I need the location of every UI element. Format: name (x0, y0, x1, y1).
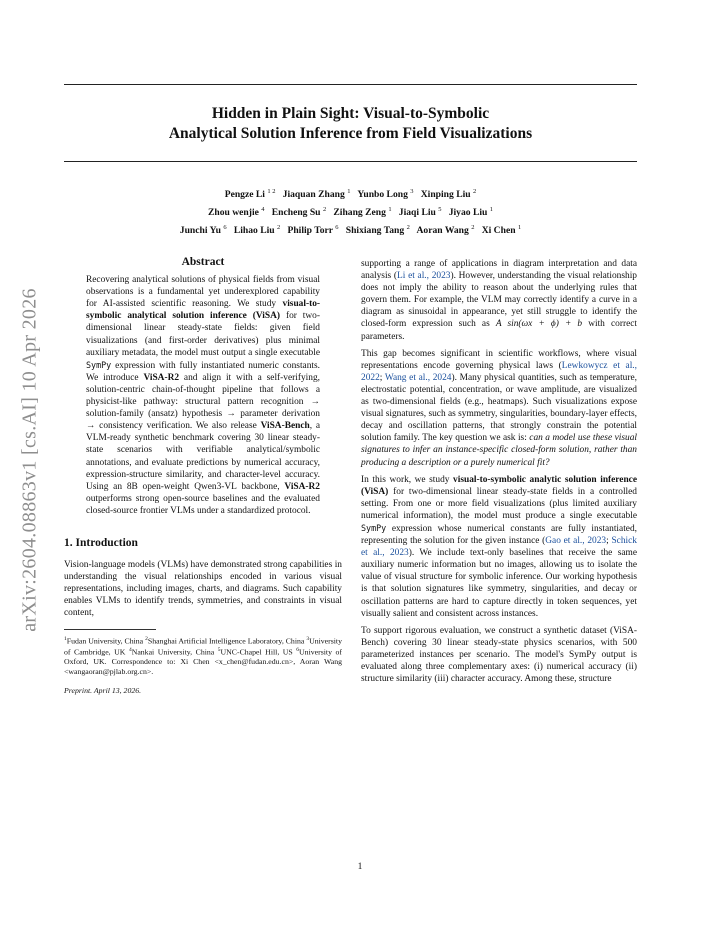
abstract-heading: Abstract (181, 256, 225, 268)
abstract-text: , a VLM-ready synthetic benchmark covering 30 linear steady-state scenarios with verifiable analytical/symbolic annotations, and evaluate predictions by numerical accuracy, expression-structure similarity, and character-level accuracy. Using an 8B open-weight Qwen3-VL backbone, (86, 421, 320, 492)
author-name: Shixiang Tang (345, 225, 405, 237)
abstract-text: outperforms strong open-source baselines and the evaluated closed-source frontier VLMs under a standardized protocol. (86, 493, 320, 516)
code-sympy: SymPy (361, 522, 387, 533)
author-affiliation: 1 (489, 206, 494, 214)
abstract-body (64, 274, 342, 517)
author-list (64, 184, 637, 239)
author-affiliation: 2 (406, 224, 410, 232)
author-affiliation: 2 (471, 224, 475, 232)
author-name: Jiaqi Liu (398, 207, 436, 219)
arxiv-sidebar (10, 270, 50, 650)
left-column (64, 256, 342, 697)
key-question: can a model use these visual signatures to infer an instance-specific closed-form solution, rather than producing a description or a purely numerical fit? (361, 433, 637, 468)
abstract-term-visa-r2: ViSA-R2 (284, 481, 320, 492)
author-name: Philip Torr (287, 225, 333, 237)
title-bottom-rule (64, 161, 637, 162)
author-affiliation: 3 (410, 188, 414, 195)
author-affiliation: 4 (261, 206, 265, 214)
affiliation-footnote: $^1$Fudan University, China $^2$Shanghai Artificial Intelligence Laboratory, China $^3$University of Cambridge, UK $^4$Nankai University, China $^5$UNC-Chapel Hill, US $^6$University of Oxford, UK. Correspondence to: Xi Chen <x_chen@fudan.edu.cn>, Aoran Wang <wangaoran@pjlab.org.cn>. (64, 635, 342, 676)
author-name: Aoran Wang (416, 225, 469, 237)
author-affiliation: 2 (277, 224, 281, 232)
citation-link[interactable]: Wang et al., 2024 (384, 372, 452, 383)
page-number: 1 (357, 862, 363, 872)
author-affiliation: 6 (335, 224, 339, 232)
author-name: Xi Chen (481, 225, 516, 237)
author-name: Zihang Zeng (333, 207, 386, 219)
abstract-term-visa-r2: ViSA-R2 (143, 372, 180, 383)
author-name: Jiaquan Zhang (282, 189, 345, 201)
author-affiliation: 1 2 (267, 188, 276, 195)
title-line-1: Hidden in Plain Sight: Visual-to-Symbolic (211, 105, 490, 122)
author-name: Junchi Yu (179, 225, 221, 237)
author-name: Zhou wenjie (207, 207, 259, 219)
right-column (361, 258, 637, 690)
abstract-text: Recovering analytical solutions of physical fields from visual observations is a fundamental yet underexplored capability for AI-assisted scientific reasoning. We study (86, 275, 320, 310)
term-visa: visual-to-symbolic analytic solution inference (ViSA) (361, 474, 637, 497)
author-affiliation: 6 (223, 224, 227, 232)
title-line-2: Analytical Solution Inference from Field Visualizations (168, 125, 533, 142)
abstract-text: and align it with a self-verifying, solution-centric chain-of-thought pipeline that follows a physicist-like pathway: structural pattern recognition → solution-family (ansatz) hypothesis → parameter derivation → consistency verification. We also release (86, 372, 321, 432)
right-paragraph-1: supporting a range of applications in diagram interpretation and data analysis (Li et al., 2023). However, understanding the visual relationship does not imply the ability to reason about the underlying rules that govern them. For example, the VLM may correctly identify a curve in a diagram as sinusoidal in appearance, yet still struggle to identify the closed-form expression such as A sin(ωx + ϕ) + b with correct parameters. (361, 259, 637, 342)
author-name: Yunbo Long (357, 189, 408, 201)
abstract-text: for two-dimensional linear steady-state fields: given field visualizations (and first-order derivatives) plus minimal auxiliary metadata, the model must output a single executable (86, 311, 320, 358)
right-paragraph-2: This gap becomes significant in scientific workflows, where visual representations encode governing physical laws (Lewkowycz et al., 2022; Wang et al., 2024). Many physical quantities, such as temperature, electrostatic potential, concentration, or wave amplitude, are visualized as two-dimensional fields (e.g., heatmaps). Such visualizations expose visual signatures, such as symmetry, singularities, boundary-layer effects, decay and oscillation patterns, that strongly constrain the potential solution family. The key question we ask is: can a model use these visual signatures to infer an instance-specific closed-form solution, rather than producing a description or a purely numerical fit? (361, 348, 637, 468)
abstract-code-sympy: SymPy (86, 359, 112, 370)
introduction-paragraph: Vision-language models (VLMs) have demonstrated strong capabilities in understanding the visual relationships encoded in various visual representations, including images, charts, and diagrams. Such capability enables VLMs to identify trends, symmetries, and constraints in visual content, (64, 560, 342, 619)
author-name: Lihao Liu (233, 225, 275, 237)
author-name: Jiyao Liu (448, 207, 488, 219)
author-affiliation: 5 (438, 206, 442, 214)
right-paragraph-3: In this work, we study visual-to-symbolic analytic solution inference (ViSA) for two-dimensional linear steady-state fields in a controlled setting. From one or more field visualizations (plus limited auxiliary numerical information), the model must produce a single executable SymPy expression whose numerical constants are fully instantiated, representing the solution for the given instance (Gao et al., 2023; Schick et al., 2023). We include text-only baselines that receive the same auxiliary numeric information but no images, allowing us to isolate the value of visual structure for symbolic inference. Our working hypothesis is that solution signatures like symmetry, singularities, and decay or oscillation patterns are hard to capture directly in token sequences, yet visually salient and consistent across instances. (361, 474, 637, 619)
arxiv-identifier: arXiv:2604.08863v1 [cs.AI] 10 Apr 2026 (18, 288, 41, 632)
introduction-heading: 1. Introduction (64, 536, 138, 549)
author-name: Xinping Liu (420, 189, 471, 201)
abstract-term-visa-bench: ViSA-Bench (260, 421, 310, 432)
author-affiliation: 1 (517, 224, 522, 232)
footnote-rule (64, 629, 156, 630)
author-affiliation: 2 (322, 206, 327, 214)
author-line (64, 184, 637, 202)
abstract-term-visa: visual-to-symbolic analytical solution inference (ViSA) (86, 299, 320, 322)
paper-title (64, 104, 637, 144)
title-top-rule (64, 84, 637, 85)
citation-link[interactable]: Schick et al., 2023 (361, 536, 637, 559)
citation-link[interactable]: Lewkowycz et al., 2022 (361, 360, 637, 383)
inline-math: A sin(ωx + ϕ) + b (495, 319, 583, 330)
abstract-text: expression with fully instantiated numeric constants. We introduce (86, 360, 320, 383)
author-line (64, 202, 637, 220)
author-affiliation: 2 (473, 188, 477, 195)
author-affiliation: 1 (388, 206, 392, 214)
author-affiliation: 1 (347, 188, 351, 195)
preprint-date: Preprint. April 13, 2026. (64, 686, 142, 696)
author-line (64, 220, 637, 238)
citation-link[interactable]: Li et al., 2023 (397, 271, 451, 282)
author-name: Encheng Su (271, 207, 321, 219)
citation-link[interactable]: Gao et al., 2023 (545, 536, 607, 547)
right-paragraph-4: To support rigorous evaluation, we construct a synthetic dataset (ViSA-Bench) covering 30 linear steady-state physics scenarios, with 500 parameterized instances per scenario. The model's SymPy output is evaluated along three complementary axes: (i) numerical accuracy (ii) structure similarity (iii) character accuracy. Among these, structure (361, 625, 637, 685)
author-name: Pengze Li (224, 189, 265, 201)
